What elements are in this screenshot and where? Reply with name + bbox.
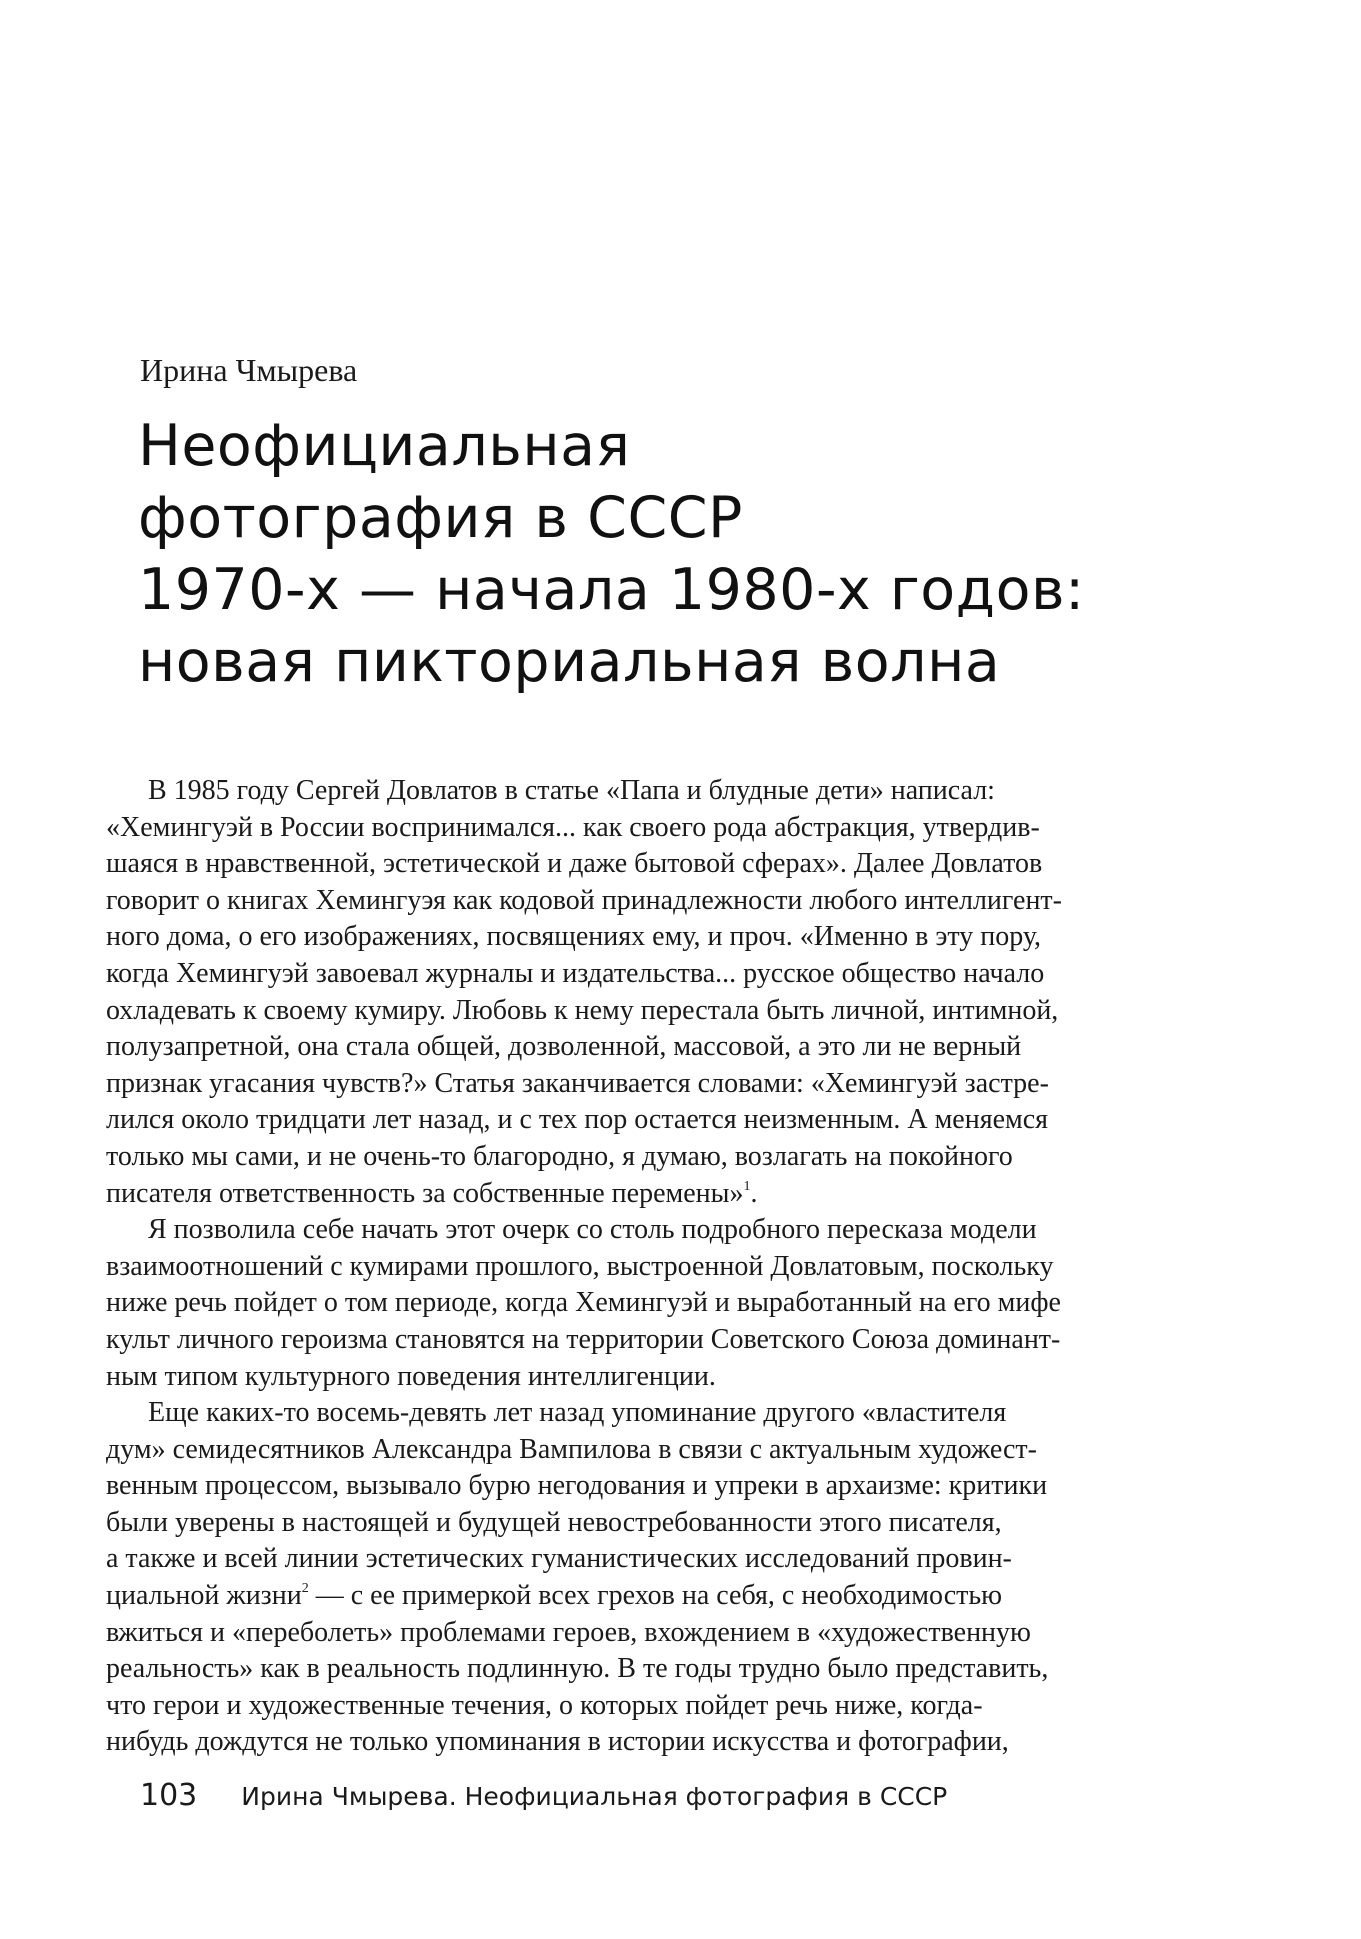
text-line: Еще каких-то восемь-девять лет назад упоминание другого «властителя xyxy=(148,1397,1007,1429)
text-line: взаимоотношений с кумирами прошлого, выстроенной Довлатовым, поскольку xyxy=(106,1250,1054,1282)
text-line: шаяся в нравственной, эстетической и даже бытовой сферах». Далее Довлатов xyxy=(106,848,1043,880)
text-line: а также и всей линии эстетических гуманистических исследований провин- xyxy=(106,1543,1012,1575)
text-line: были уверены в настоящей и будущей невостребованности этого писателя, xyxy=(106,1506,1002,1538)
text-line xyxy=(106,1578,1198,1615)
text-line: реальность» как в реальность подлинную. В те годы трудно было представить, xyxy=(106,1653,1049,1685)
text-line: ным типом культурного поведения интеллигенции. xyxy=(106,1360,716,1392)
text-line: лился около тридцати лет назад, и с тех пор остается неизменным. А меняемся xyxy=(106,1104,1049,1136)
title-line: фотография в СССР xyxy=(138,485,743,551)
text-line: что герои и художественные течения, о которых пойдет речь ниже, когда- xyxy=(106,1689,983,1721)
text-line: «Хемингуэй в России воспринимался... как своего рода абстракция, утвердив- xyxy=(106,811,1040,843)
text-line: охладевать к своему кумиру. Любовь к нему перестала быть личной, интимной, xyxy=(106,994,1059,1026)
text-fragment: . xyxy=(750,1177,758,1209)
article-title xyxy=(138,410,1238,698)
footnote-ref: 2 xyxy=(301,1581,309,1597)
text-line: только мы сами, и не очень-то благородно, я думаю, возлагать на покойного xyxy=(106,1140,1013,1172)
text-line: признак угасания чувств?» Статья заканчивается словами: «Хемингуэй застре- xyxy=(106,1067,1049,1099)
running-title: Ирина Чмырева. Неофициальная фотография в СССР xyxy=(241,1782,948,1811)
text-line: венным процессом, вызывало бурю негодования и упреки в архаизме: критики xyxy=(106,1470,1048,1502)
text-line: В 1985 году Сергей Довлатов в статье «Папа и блудные дети» написал: xyxy=(148,775,995,806)
text-fragment: — с ее примеркой всех грехов на себя, с необходимостью xyxy=(308,1580,1003,1612)
text-line: дум» семидесятников Александра Вампилова в связи с актуальным художест- xyxy=(106,1433,1037,1465)
text-line: ного дома, о его изображениях, посвящениях ему, и проч. «Именно в эту пору, xyxy=(106,921,1042,953)
text-line: вжиться и «переболеть» проблемами героев, вхождением в «художественную xyxy=(106,1616,1031,1648)
paragraph xyxy=(106,1212,1198,1395)
text-line: когда Хемингуэй завоевал журналы и издательства... русское общество начало xyxy=(106,957,1045,989)
text-line: ниже речь пойдет о том периоде, когда Хемингуэй и выработанный на его мифе xyxy=(106,1287,1061,1319)
text-line: Я позволила себе начать этот очерк со столь подробного пересказа модели xyxy=(148,1214,1037,1246)
text-line xyxy=(106,1176,1198,1213)
title-line: 1970-х — начала 1980-х годов: xyxy=(138,557,1085,623)
title-line: Неофициальная xyxy=(138,413,631,479)
text-line: говорит о книгах Хемингуэя как кодовой принадлежности любого интеллигент- xyxy=(106,884,1062,916)
page-number: 103 xyxy=(140,1778,198,1813)
text-fragment: писателя ответственность за собственные перемены» xyxy=(106,1177,744,1209)
article-body xyxy=(106,773,1198,1761)
author-name: Ирина Чмырева xyxy=(140,352,358,388)
text-line: культ личного героизма становятся на территории Советского Союза доминант- xyxy=(106,1323,1061,1355)
text-line: нибудь дождутся не только упоминания в истории искусства и фотографии, xyxy=(106,1726,1009,1758)
footnote-ref: 1 xyxy=(743,1178,751,1194)
paragraph xyxy=(106,773,1198,1212)
text-line: полузапретной, она стала общей, дозволенной, массовой, а это ли не верный xyxy=(106,1031,1022,1063)
paragraph xyxy=(106,1395,1198,1761)
page-footer xyxy=(140,1780,947,1813)
title-line: новая пикториальная волна xyxy=(138,629,1001,695)
text-fragment: циальной жизни xyxy=(106,1580,302,1612)
